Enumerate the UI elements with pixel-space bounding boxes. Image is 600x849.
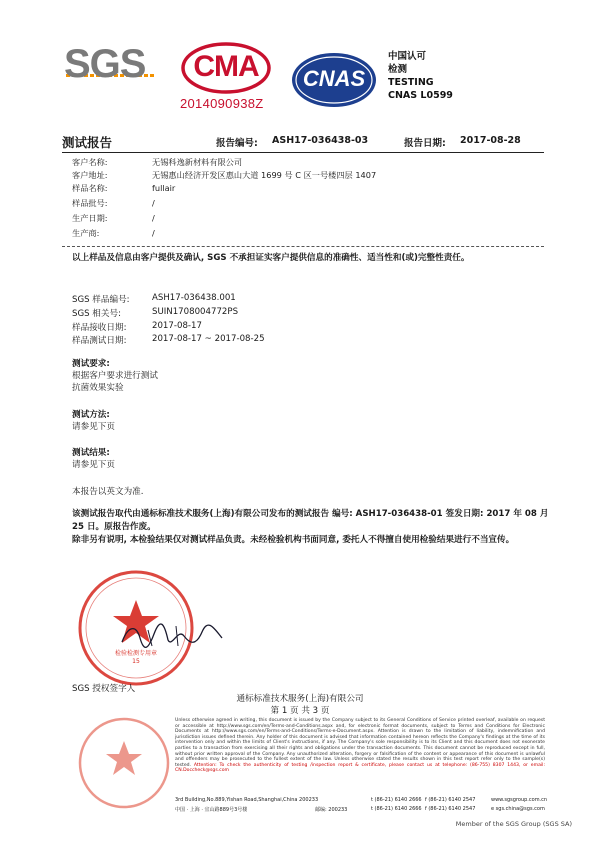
client-row <box>72 197 542 209</box>
section-line: 请参见下页 <box>72 422 115 432</box>
cma-logo <box>180 40 272 96</box>
info-divider <box>62 246 544 247</box>
cnas-line: 检测 <box>388 64 408 75</box>
section-line: 抗菌效果实验 <box>72 383 124 393</box>
postcode-cn: 邮编: 200233 <box>315 807 348 813</box>
client-info <box>72 156 542 240</box>
sample-value: 2017-08-17 ~ 2017-08-25 <box>152 334 265 344</box>
seal-center-text: 检验检测专用章 <box>114 650 157 657</box>
page-number: 第 1 页 共 3 页 <box>270 706 330 716</box>
client-value: fullair <box>152 183 176 193</box>
seal-number: 15 <box>132 658 140 665</box>
section-heading: 测试结果: <box>72 448 110 458</box>
report-date: 2017-08-28 <box>460 135 521 146</box>
test-requirements <box>72 358 158 394</box>
title-divider <box>62 152 544 153</box>
address-cn: 中国 · 上海 · 宜山路889号3号楼 <box>175 807 248 813</box>
client-label: 客户名称: <box>72 157 108 167</box>
disclaimer-notice: 以上样品及信息由客户提供及确认, SGS 不承担证实客户提供信息的准确性、适当性和(或)完整性责任。 <box>72 253 470 263</box>
test-result <box>72 447 115 471</box>
footer-company: 通标标准技术服务(上海)有限公司 <box>236 694 364 704</box>
sample-label: 样品接收日期: <box>72 323 127 333</box>
section-line: 根据客户要求进行测试 <box>72 371 158 381</box>
email: e sgs.china@sgs.com <box>491 806 545 812</box>
fax-cn: f (86-21) 6140 2547 <box>425 806 476 812</box>
sample-label: SGS 相关号: <box>72 309 121 319</box>
sample-label: 样品测试日期: <box>72 336 127 346</box>
address-row-en <box>175 797 548 805</box>
cnas-accreditation-text <box>388 50 453 102</box>
client-label: 样品名称: <box>72 183 108 193</box>
cnas-logo <box>290 50 378 110</box>
sample-value: SUIN1708004772PS <box>152 307 239 317</box>
client-value: / <box>152 228 155 238</box>
cma-logo-text: CMA <box>193 50 259 83</box>
sgs-logo <box>62 38 160 96</box>
client-value: 无锡科逸新材料有限公司 <box>152 157 243 167</box>
sample-info <box>72 293 542 353</box>
address-en: 3rd Building,No.889,Yishan Road,Shanghai,China 200233 <box>175 797 319 803</box>
cnas-line: CNAS L0599 <box>388 90 453 101</box>
sample-row <box>72 307 542 319</box>
client-row <box>72 227 542 239</box>
address-row-cn <box>175 806 545 814</box>
tel-cn: t (86-21) 6140 2666 <box>371 806 422 812</box>
sample-row <box>72 334 542 346</box>
footer-seal <box>76 715 172 811</box>
report-title-row <box>62 133 542 149</box>
client-row <box>72 182 542 194</box>
client-label: 生产日期: <box>72 213 108 223</box>
legal-disclaimer <box>175 718 545 774</box>
client-value: / <box>152 198 155 208</box>
client-value: 无锡惠山经济开发区惠山大道 1699 号 C 区一号楼四层 1407 <box>152 170 377 180</box>
cnas-logo-text: CNAS <box>302 66 366 91</box>
sample-value: ASH17-036438.001 <box>152 293 236 303</box>
test-method <box>72 409 115 433</box>
client-label: 样品批号: <box>72 198 108 208</box>
website: www.sgsgroup.com.cn <box>491 797 548 803</box>
report-date-label: 报告日期: <box>404 138 446 149</box>
authorized-signatory: SGS 授权签字人 <box>72 684 136 694</box>
english-note: 本报告以英文为准. <box>72 487 144 497</box>
disclaimer-text: Unless otherwise agreed in writing, this document is issued by the Company subject to its General Conditions of Service printed overleaf, available on request or accessible at http://www.sgs.com/en/Terms-and-Conditions.aspx and, for electronic format documents, subject to Terms and Conditions for Electronic Documents at http://www.sgs.com/en/Terms-and-Conditions/Terms-e-Document.aspx. Attention is drawn to the limitation of liability, indemnification and jurisdiction issues defined therein. Any holder of this document is advised that information contained hereon reflects the Company's findings at the time of its intervention only and within the limits of Client's instructions, if any. The Company's sole responsibility is to its Client and this document does not exonerate parties to a transaction from exercising all their rights and obligations under the transaction documents. This document cannot be reproduced except in full, without prior written approval of the Company. Any unauthorized alteration, forgery or falsification of the content or appearance of this document is unlawful and offenders may be prosecuted to the fullest extent of the law. Unless otherwise stated the results shown in this test report refer only to the sample(s) tested. <box>175 718 545 768</box>
sample-row <box>72 293 542 305</box>
sgs-logo-text: SGS <box>64 42 146 86</box>
statement-line: 该测试报告取代由通标标准技术服务(上海)有限公司发布的测试报告 编号: ASH17-036438-01 签发日期: 2017 年 08 月 25 日。原报告作废。 <box>72 509 549 532</box>
authenticity-notice: Attention: To check the authenticity of testing /inspection report & certificate, please contact us at telephone: (86-755) 8307 1443, or email: CN.Doccheck@sgs.com <box>175 762 545 774</box>
section-heading: 测试要求: <box>72 359 110 369</box>
tel-en: t (86-21) 6140 2666 <box>371 797 422 803</box>
client-row <box>72 156 542 168</box>
sample-row <box>72 321 542 333</box>
client-label: 客户地址: <box>72 170 108 180</box>
section-line: 请参见下页 <box>72 460 115 470</box>
cma-number: 2014090938Z <box>180 96 264 111</box>
client-row <box>72 169 542 181</box>
sgs-member-note: Member of the SGS Group (SGS SA) <box>455 820 572 828</box>
replacement-statement <box>72 508 552 547</box>
client-label: 生产商: <box>72 228 100 238</box>
sample-value: 2017-08-17 <box>152 321 202 331</box>
fax-en: f (86-21) 6140 2547 <box>425 797 476 803</box>
report-number-label: 报告编号: <box>216 138 258 149</box>
cnas-line: 中国认可 <box>388 51 427 62</box>
client-row <box>72 212 542 224</box>
statement-line: 除非另有说明, 本检验结果仅对测试样品负责。未经检验机构书面同意, 委托人不得擅自使用检验结果进行不当宣传。 <box>72 535 515 545</box>
cnas-line: TESTING <box>388 77 434 88</box>
signature <box>118 616 228 656</box>
report-number: ASH17-036438-03 <box>272 135 369 146</box>
client-value: / <box>152 213 155 223</box>
sample-label: SGS 样品编号: <box>72 295 130 305</box>
page-title: 测试报告 <box>62 135 113 150</box>
section-heading: 测试方法: <box>72 410 110 420</box>
